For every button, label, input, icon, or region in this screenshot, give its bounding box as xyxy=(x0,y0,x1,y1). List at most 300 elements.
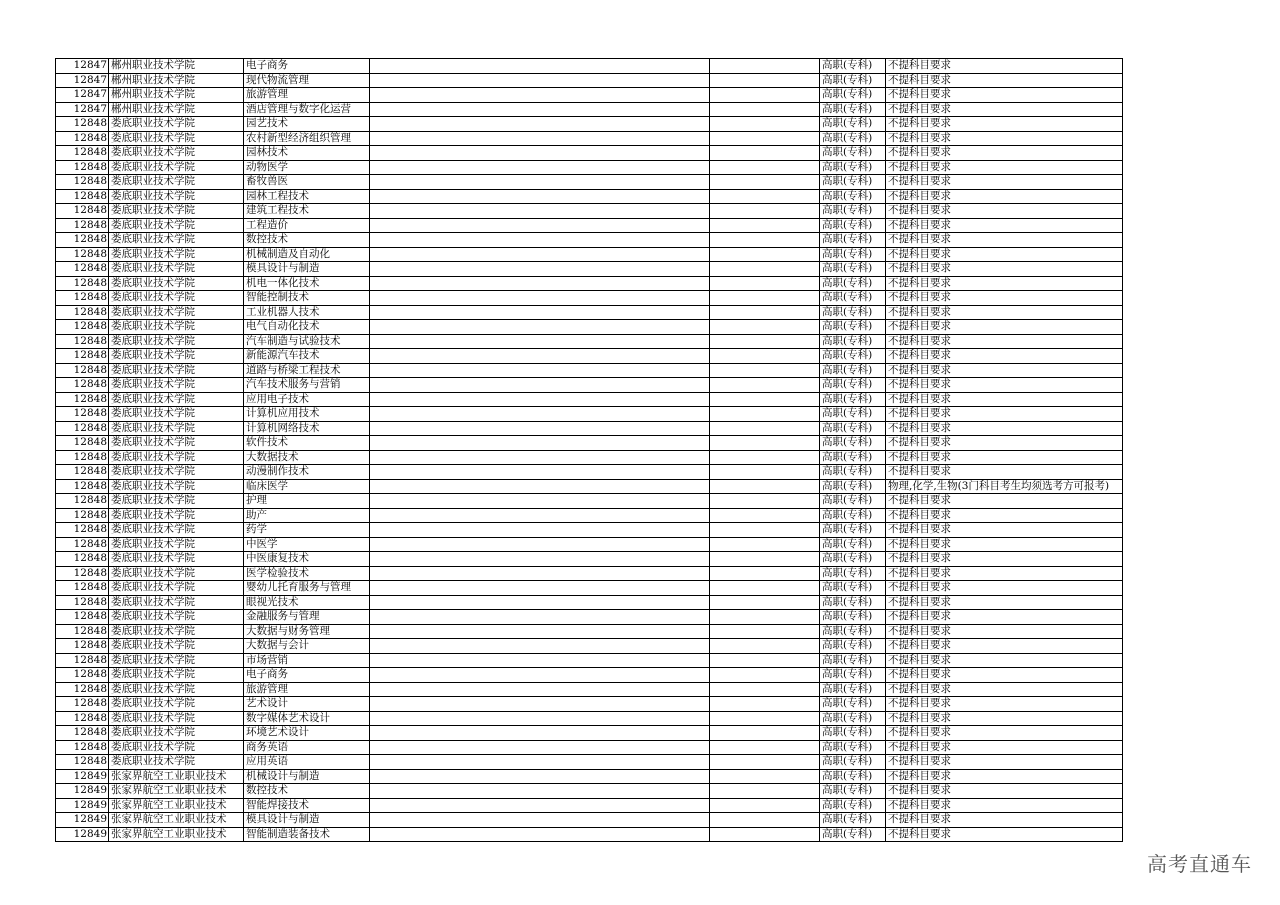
empty-cell xyxy=(370,465,710,480)
empty-cell xyxy=(370,262,710,277)
empty-cell xyxy=(370,88,710,103)
school-cell: 娄底职业技术学院 xyxy=(109,160,244,175)
empty-cell xyxy=(370,73,710,88)
empty-cell xyxy=(710,508,820,523)
code-cell: 12848 xyxy=(56,726,109,741)
empty-cell xyxy=(370,697,710,712)
level-cell: 高职(专科) xyxy=(820,59,886,74)
code-cell: 12848 xyxy=(56,334,109,349)
empty-cell xyxy=(710,421,820,436)
requirement-cell: 不提科目要求 xyxy=(886,262,1123,277)
major-cell: 建筑工程技术 xyxy=(244,204,370,219)
requirement-cell: 不提科目要求 xyxy=(886,146,1123,161)
empty-cell xyxy=(370,450,710,465)
level-cell: 高职(专科) xyxy=(820,697,886,712)
code-cell: 12848 xyxy=(56,740,109,755)
requirement-cell: 不提科目要求 xyxy=(886,508,1123,523)
school-cell: 娄底职业技术学院 xyxy=(109,218,244,233)
level-cell: 高职(专科) xyxy=(820,813,886,828)
code-cell: 12848 xyxy=(56,465,109,480)
requirement-cell: 不提科目要求 xyxy=(886,610,1123,625)
table-row xyxy=(56,305,1123,320)
requirement-cell: 不提科目要求 xyxy=(886,566,1123,581)
table-row xyxy=(56,610,1123,625)
level-cell: 高职(专科) xyxy=(820,624,886,639)
school-cell: 娄底职业技术学院 xyxy=(109,566,244,581)
requirement-cell: 不提科目要求 xyxy=(886,668,1123,683)
major-cell: 数控技术 xyxy=(244,233,370,248)
school-cell: 娄底职业技术学院 xyxy=(109,697,244,712)
empty-cell xyxy=(370,160,710,175)
empty-cell xyxy=(710,363,820,378)
major-cell: 模具设计与制造 xyxy=(244,813,370,828)
school-cell: 张家界航空工业职业技术 xyxy=(109,827,244,842)
table-row xyxy=(56,73,1123,88)
major-cell: 中医康复技术 xyxy=(244,552,370,567)
table-row xyxy=(56,465,1123,480)
level-cell: 高职(专科) xyxy=(820,682,886,697)
school-cell: 娄底职业技术学院 xyxy=(109,494,244,509)
table-row xyxy=(56,784,1123,799)
code-cell: 12848 xyxy=(56,697,109,712)
major-cell: 眼视光技术 xyxy=(244,595,370,610)
empty-cell xyxy=(370,407,710,422)
school-cell: 娄底职业技术学院 xyxy=(109,349,244,364)
school-cell: 娄底职业技术学院 xyxy=(109,291,244,306)
table-row xyxy=(56,117,1123,132)
level-cell: 高职(专科) xyxy=(820,726,886,741)
empty-cell xyxy=(710,595,820,610)
empty-cell xyxy=(710,407,820,422)
major-cell: 动物医学 xyxy=(244,160,370,175)
school-cell: 娄底职业技术学院 xyxy=(109,755,244,770)
school-cell: 娄底职业技术学院 xyxy=(109,610,244,625)
level-cell: 高职(专科) xyxy=(820,798,886,813)
table-row xyxy=(56,436,1123,451)
school-cell: 娄底职业技术学院 xyxy=(109,624,244,639)
empty-cell xyxy=(710,59,820,74)
requirement-cell: 不提科目要求 xyxy=(886,436,1123,451)
school-cell: 娄底职业技术学院 xyxy=(109,581,244,596)
empty-cell xyxy=(710,537,820,552)
empty-cell xyxy=(710,523,820,538)
requirement-cell: 不提科目要求 xyxy=(886,581,1123,596)
level-cell: 高职(专科) xyxy=(820,827,886,842)
code-cell: 12849 xyxy=(56,827,109,842)
major-cell: 园林工程技术 xyxy=(244,189,370,204)
empty-cell xyxy=(710,334,820,349)
requirement-cell: 不提科目要求 xyxy=(886,697,1123,712)
school-cell: 娄底职业技术学院 xyxy=(109,334,244,349)
school-cell: 娄底职业技术学院 xyxy=(109,711,244,726)
school-cell: 娄底职业技术学院 xyxy=(109,262,244,277)
table-row xyxy=(56,291,1123,306)
level-cell: 高职(专科) xyxy=(820,523,886,538)
code-cell: 12848 xyxy=(56,349,109,364)
requirement-cell: 不提科目要求 xyxy=(886,784,1123,799)
school-cell: 娄底职业技术学院 xyxy=(109,465,244,480)
empty-cell xyxy=(370,595,710,610)
major-cell: 新能源汽车技术 xyxy=(244,349,370,364)
empty-cell xyxy=(710,726,820,741)
requirement-cell: 不提科目要求 xyxy=(886,276,1123,291)
empty-cell xyxy=(370,247,710,262)
school-cell: 娄底职业技术学院 xyxy=(109,552,244,567)
requirement-cell: 不提科目要求 xyxy=(886,320,1123,335)
empty-cell xyxy=(370,740,710,755)
school-cell: 娄底职业技术学院 xyxy=(109,653,244,668)
code-cell: 12848 xyxy=(56,537,109,552)
major-cell: 艺术设计 xyxy=(244,697,370,712)
school-cell: 张家界航空工业职业技术 xyxy=(109,769,244,784)
school-cell: 娄底职业技术学院 xyxy=(109,117,244,132)
level-cell: 高职(专科) xyxy=(820,508,886,523)
table-row xyxy=(56,450,1123,465)
requirement-cell: 不提科目要求 xyxy=(886,392,1123,407)
requirement-cell: 不提科目要求 xyxy=(886,407,1123,422)
table-row xyxy=(56,392,1123,407)
school-cell: 娄底职业技术学院 xyxy=(109,305,244,320)
major-cell: 现代物流管理 xyxy=(244,73,370,88)
code-cell: 12848 xyxy=(56,392,109,407)
code-cell: 12848 xyxy=(56,552,109,567)
empty-cell xyxy=(710,581,820,596)
school-cell: 娄底职业技术学院 xyxy=(109,436,244,451)
level-cell: 高职(专科) xyxy=(820,450,886,465)
requirement-cell: 不提科目要求 xyxy=(886,755,1123,770)
empty-cell xyxy=(710,436,820,451)
requirement-cell: 不提科目要求 xyxy=(886,769,1123,784)
table-row xyxy=(56,653,1123,668)
code-cell: 12848 xyxy=(56,160,109,175)
empty-cell xyxy=(370,204,710,219)
empty-cell xyxy=(710,711,820,726)
code-cell: 12848 xyxy=(56,305,109,320)
watermark-text: 高考直通车 xyxy=(1147,852,1252,876)
major-cell: 大数据技术 xyxy=(244,450,370,465)
empty-cell xyxy=(710,305,820,320)
code-cell: 12848 xyxy=(56,479,109,494)
requirement-cell: 不提科目要求 xyxy=(886,813,1123,828)
table-row xyxy=(56,552,1123,567)
table-row xyxy=(56,131,1123,146)
requirement-cell: 不提科目要求 xyxy=(886,421,1123,436)
code-cell: 12848 xyxy=(56,436,109,451)
major-cell: 畜牧兽医 xyxy=(244,175,370,190)
empty-cell xyxy=(370,189,710,204)
code-cell: 12847 xyxy=(56,59,109,74)
major-cell: 机械制造及自动化 xyxy=(244,247,370,262)
empty-cell xyxy=(370,813,710,828)
empty-cell xyxy=(710,392,820,407)
empty-cell xyxy=(710,189,820,204)
empty-cell xyxy=(370,639,710,654)
table-row xyxy=(56,813,1123,828)
requirement-cell: 不提科目要求 xyxy=(886,523,1123,538)
table-row xyxy=(56,160,1123,175)
requirement-cell: 不提科目要求 xyxy=(886,349,1123,364)
school-cell: 娄底职业技术学院 xyxy=(109,146,244,161)
requirement-cell: 不提科目要求 xyxy=(886,682,1123,697)
empty-cell xyxy=(370,59,710,74)
requirement-cell: 不提科目要求 xyxy=(886,363,1123,378)
table-row xyxy=(56,276,1123,291)
major-cell: 酒店管理与数字化运营 xyxy=(244,102,370,117)
code-cell: 12848 xyxy=(56,450,109,465)
empty-cell xyxy=(710,160,820,175)
code-cell: 12848 xyxy=(56,291,109,306)
empty-cell xyxy=(710,697,820,712)
empty-cell xyxy=(370,349,710,364)
requirement-cell: 不提科目要求 xyxy=(886,204,1123,219)
level-cell: 高职(专科) xyxy=(820,218,886,233)
table-row xyxy=(56,624,1123,639)
code-cell: 12847 xyxy=(56,88,109,103)
empty-cell xyxy=(370,784,710,799)
requirement-cell: 不提科目要求 xyxy=(886,59,1123,74)
table-row xyxy=(56,711,1123,726)
empty-cell xyxy=(710,320,820,335)
code-cell: 12849 xyxy=(56,769,109,784)
empty-cell xyxy=(710,784,820,799)
requirement-cell: 不提科目要求 xyxy=(886,305,1123,320)
empty-cell xyxy=(370,175,710,190)
level-cell: 高职(专科) xyxy=(820,146,886,161)
requirement-cell: 不提科目要求 xyxy=(886,494,1123,509)
major-cell: 电子商务 xyxy=(244,668,370,683)
school-cell: 娄底职业技术学院 xyxy=(109,726,244,741)
requirement-cell: 不提科目要求 xyxy=(886,653,1123,668)
empty-cell xyxy=(370,523,710,538)
empty-cell xyxy=(710,798,820,813)
school-cell: 娄底职业技术学院 xyxy=(109,595,244,610)
major-cell: 金融服务与管理 xyxy=(244,610,370,625)
code-cell: 12848 xyxy=(56,711,109,726)
empty-cell xyxy=(710,131,820,146)
major-cell: 智能制造装备技术 xyxy=(244,827,370,842)
code-cell: 12848 xyxy=(56,407,109,422)
empty-cell xyxy=(370,479,710,494)
major-cell: 动漫制作技术 xyxy=(244,465,370,480)
major-cell: 市场营销 xyxy=(244,653,370,668)
table-row xyxy=(56,508,1123,523)
table-row xyxy=(56,494,1123,509)
code-cell: 12848 xyxy=(56,523,109,538)
level-cell: 高职(专科) xyxy=(820,392,886,407)
school-cell: 娄底职业技术学院 xyxy=(109,740,244,755)
level-cell: 高职(专科) xyxy=(820,189,886,204)
requirement-cell: 不提科目要求 xyxy=(886,102,1123,117)
empty-cell xyxy=(370,131,710,146)
major-cell: 临床医学 xyxy=(244,479,370,494)
major-cell: 计算机应用技术 xyxy=(244,407,370,422)
level-cell: 高职(专科) xyxy=(820,320,886,335)
table-row xyxy=(56,537,1123,552)
empty-cell xyxy=(710,73,820,88)
code-cell: 12848 xyxy=(56,581,109,596)
code-cell: 12849 xyxy=(56,813,109,828)
code-cell: 12848 xyxy=(56,378,109,393)
empty-cell xyxy=(710,233,820,248)
level-cell: 高职(专科) xyxy=(820,131,886,146)
level-cell: 高职(专科) xyxy=(820,160,886,175)
code-cell: 12848 xyxy=(56,508,109,523)
empty-cell xyxy=(370,291,710,306)
level-cell: 高职(专科) xyxy=(820,175,886,190)
level-cell: 高职(专科) xyxy=(820,755,886,770)
level-cell: 高职(专科) xyxy=(820,334,886,349)
major-cell: 大数据与财务管理 xyxy=(244,624,370,639)
empty-cell xyxy=(710,291,820,306)
table-row xyxy=(56,682,1123,697)
table-row xyxy=(56,581,1123,596)
requirement-cell: 不提科目要求 xyxy=(886,827,1123,842)
empty-cell xyxy=(710,88,820,103)
level-cell: 高职(专科) xyxy=(820,291,886,306)
empty-cell xyxy=(710,218,820,233)
table-row xyxy=(56,827,1123,842)
table-row xyxy=(56,697,1123,712)
requirement-cell: 不提科目要求 xyxy=(886,233,1123,248)
empty-cell xyxy=(710,639,820,654)
major-cell: 数字媒体艺术设计 xyxy=(244,711,370,726)
table-row xyxy=(56,218,1123,233)
requirement-cell: 不提科目要求 xyxy=(886,624,1123,639)
code-cell: 12848 xyxy=(56,595,109,610)
requirement-cell: 不提科目要求 xyxy=(886,334,1123,349)
table-row xyxy=(56,479,1123,494)
table-row xyxy=(56,204,1123,219)
level-cell: 高职(专科) xyxy=(820,769,886,784)
major-cell: 机械设计与制造 xyxy=(244,769,370,784)
school-cell: 张家界航空工业职业技术 xyxy=(109,784,244,799)
empty-cell xyxy=(710,827,820,842)
code-cell: 12847 xyxy=(56,73,109,88)
requirement-cell: 不提科目要求 xyxy=(886,537,1123,552)
table-row xyxy=(56,595,1123,610)
empty-cell xyxy=(370,276,710,291)
requirement-cell: 不提科目要求 xyxy=(886,726,1123,741)
requirement-cell: 不提科目要求 xyxy=(886,175,1123,190)
requirement-cell: 不提科目要求 xyxy=(886,465,1123,480)
school-cell: 娄底职业技术学院 xyxy=(109,204,244,219)
empty-cell xyxy=(370,798,710,813)
major-cell: 婴幼儿托育服务与管理 xyxy=(244,581,370,596)
empty-cell xyxy=(370,421,710,436)
table-row xyxy=(56,421,1123,436)
major-cell: 旅游管理 xyxy=(244,682,370,697)
code-cell: 12848 xyxy=(56,189,109,204)
empty-cell xyxy=(370,566,710,581)
school-cell: 娄底职业技术学院 xyxy=(109,392,244,407)
table-row xyxy=(56,726,1123,741)
major-cell: 智能控制技术 xyxy=(244,291,370,306)
empty-cell xyxy=(710,146,820,161)
level-cell: 高职(专科) xyxy=(820,421,886,436)
level-cell: 高职(专科) xyxy=(820,102,886,117)
level-cell: 高职(专科) xyxy=(820,204,886,219)
table-row xyxy=(56,247,1123,262)
table-row xyxy=(56,668,1123,683)
major-cell: 机电一体化技术 xyxy=(244,276,370,291)
requirement-cell: 不提科目要求 xyxy=(886,740,1123,755)
major-cell: 中医学 xyxy=(244,537,370,552)
school-cell: 郴州职业技术学院 xyxy=(109,102,244,117)
empty-cell xyxy=(370,233,710,248)
empty-cell xyxy=(370,726,710,741)
table-row xyxy=(56,566,1123,581)
table-row xyxy=(56,407,1123,422)
requirement-cell: 不提科目要求 xyxy=(886,73,1123,88)
table-body xyxy=(56,59,1123,842)
empty-cell xyxy=(370,827,710,842)
level-cell: 高职(专科) xyxy=(820,639,886,654)
empty-cell xyxy=(710,755,820,770)
level-cell: 高职(专科) xyxy=(820,537,886,552)
empty-cell xyxy=(370,682,710,697)
level-cell: 高职(专科) xyxy=(820,407,886,422)
empty-cell xyxy=(710,262,820,277)
code-cell: 12848 xyxy=(56,233,109,248)
major-cell: 软件技术 xyxy=(244,436,370,451)
requirement-cell: 不提科目要求 xyxy=(886,160,1123,175)
table-row xyxy=(56,320,1123,335)
school-cell: 娄底职业技术学院 xyxy=(109,450,244,465)
school-cell: 娄底职业技术学院 xyxy=(109,276,244,291)
empty-cell xyxy=(370,117,710,132)
school-cell: 娄底职业技术学院 xyxy=(109,247,244,262)
major-cell: 电子商务 xyxy=(244,59,370,74)
major-cell: 护理 xyxy=(244,494,370,509)
code-cell: 12848 xyxy=(56,624,109,639)
code-cell: 12848 xyxy=(56,566,109,581)
major-cell: 药学 xyxy=(244,523,370,538)
empty-cell xyxy=(710,349,820,364)
empty-cell xyxy=(370,494,710,509)
requirement-cell: 不提科目要求 xyxy=(886,711,1123,726)
table-row xyxy=(56,262,1123,277)
empty-cell xyxy=(710,769,820,784)
empty-cell xyxy=(710,247,820,262)
code-cell: 12848 xyxy=(56,262,109,277)
empty-cell xyxy=(710,624,820,639)
level-cell: 高职(专科) xyxy=(820,436,886,451)
table-row xyxy=(56,59,1123,74)
code-cell: 12848 xyxy=(56,247,109,262)
table-row xyxy=(56,798,1123,813)
level-cell: 高职(专科) xyxy=(820,233,886,248)
spreadsheet-table xyxy=(55,58,1123,842)
school-cell: 娄底职业技术学院 xyxy=(109,378,244,393)
empty-cell xyxy=(710,465,820,480)
table-row xyxy=(56,189,1123,204)
level-cell: 高职(专科) xyxy=(820,378,886,393)
empty-cell xyxy=(710,813,820,828)
empty-cell xyxy=(710,552,820,567)
school-cell: 娄底职业技术学院 xyxy=(109,682,244,697)
empty-cell xyxy=(710,682,820,697)
empty-cell xyxy=(710,175,820,190)
code-cell: 12848 xyxy=(56,117,109,132)
school-cell: 郴州职业技术学院 xyxy=(109,73,244,88)
school-cell: 娄底职业技术学院 xyxy=(109,131,244,146)
level-cell: 高职(专科) xyxy=(820,610,886,625)
major-cell: 数控技术 xyxy=(244,784,370,799)
level-cell: 高职(专科) xyxy=(820,73,886,88)
empty-cell xyxy=(370,581,710,596)
table-row xyxy=(56,102,1123,117)
major-cell: 园艺技术 xyxy=(244,117,370,132)
